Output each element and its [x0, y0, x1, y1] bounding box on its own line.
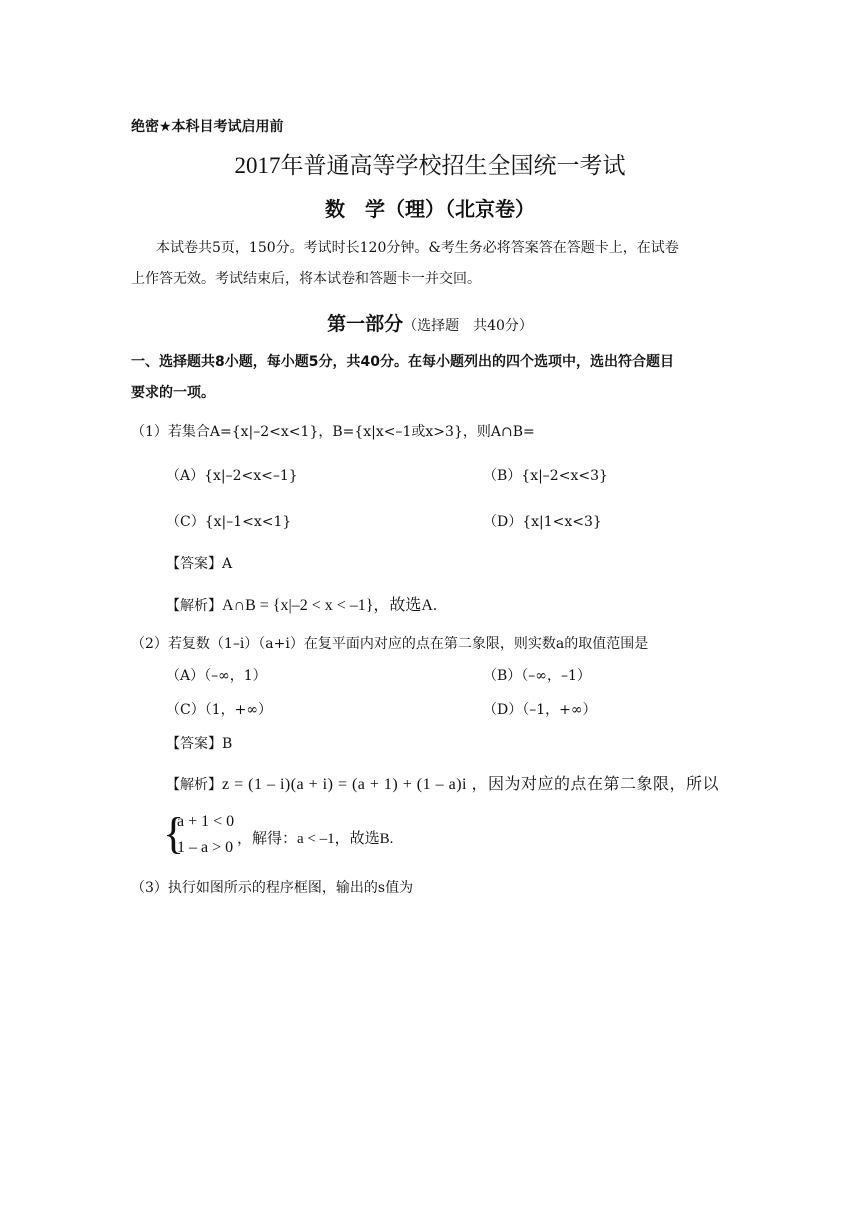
- section-one-line-1: 一、选择题共8小题，每小题5分，共40分。在每小题列出的四个选项中，选出符合题目: [131, 354, 674, 370]
- system-eq-2: 1 – a > 0: [177, 839, 234, 856]
- q1-answer: 【答案】A: [166, 556, 233, 572]
- q1-option-c: （C）{x|–1<x<1}: [166, 514, 292, 530]
- exam-title: 2017年普通高等学校招生全国统一考试: [234, 153, 626, 178]
- q2-option-b: （B）（–∞，–1）: [483, 668, 591, 684]
- region-label: （北京卷）: [445, 197, 535, 221]
- system-eq-1: a + 1 < 0: [177, 813, 235, 830]
- q2-option-c: （C）（1，+∞）: [166, 702, 273, 718]
- q1-analysis-text: A∩B = {x|–2 < x < –1}，故选A.: [222, 597, 437, 614]
- q2-analysis: [166, 771, 719, 794]
- section-one-line-2: 要求的一项。: [131, 385, 215, 401]
- q1-option-d: （D）{x|1<x<3}: [483, 514, 602, 530]
- secret-label: 绝密★本科目考试启用前: [131, 119, 284, 135]
- q2-analysis-text: z = (1 – i)(a + i) = (a + 1) + (1 – a)i ，因为对应的点在第二象限，所以: [222, 776, 719, 793]
- q2-option-d: （D）（–1，+∞）: [483, 702, 597, 718]
- part-one-heading: [0, 309, 860, 336]
- system-brace: {: [163, 809, 185, 858]
- q1-stem: （1）若集合A={x|–2<x<1}，B={x|x<–1或x>3}，则A∩B=: [131, 424, 535, 440]
- q3-stem: （3）执行如图所示的程序框图，输出的s值为: [131, 880, 414, 896]
- q2-system: [163, 810, 723, 862]
- q1-option-a: （A）{x|–2<x<–1}: [166, 468, 298, 484]
- q2-answer: 【答案】B: [166, 736, 233, 752]
- q1-analysis: [166, 592, 437, 615]
- q1-analysis-label: 【解析】: [166, 598, 222, 614]
- subject-title: 数 学（理）: [325, 197, 445, 221]
- intro-line-1: 本试卷共5页，150分。考试时长120分钟。&考生务必将答案答在答题卡上，在试卷: [156, 240, 679, 256]
- q2-stem: （2）若复数（1–i）（a+i）在复平面内对应的点在第二象限，则实数a的取值范围是: [131, 636, 649, 652]
- q1-option-b: （B）{x|–2<x<3}: [483, 468, 608, 484]
- q2-analysis-label: 【解析】: [166, 777, 222, 793]
- part-one-note: （选择题 共40分）: [403, 318, 533, 334]
- system-tail: ，解得：a < –1，故选B.: [237, 831, 394, 847]
- subject-line: [0, 193, 860, 222]
- intro-line-2: 上作答无效。考试结束后，将本试卷和答题卡一并交回。: [131, 271, 481, 287]
- q2-option-a: （A）（–∞，1）: [166, 668, 267, 684]
- part-one-title: 第一部分: [327, 313, 404, 335]
